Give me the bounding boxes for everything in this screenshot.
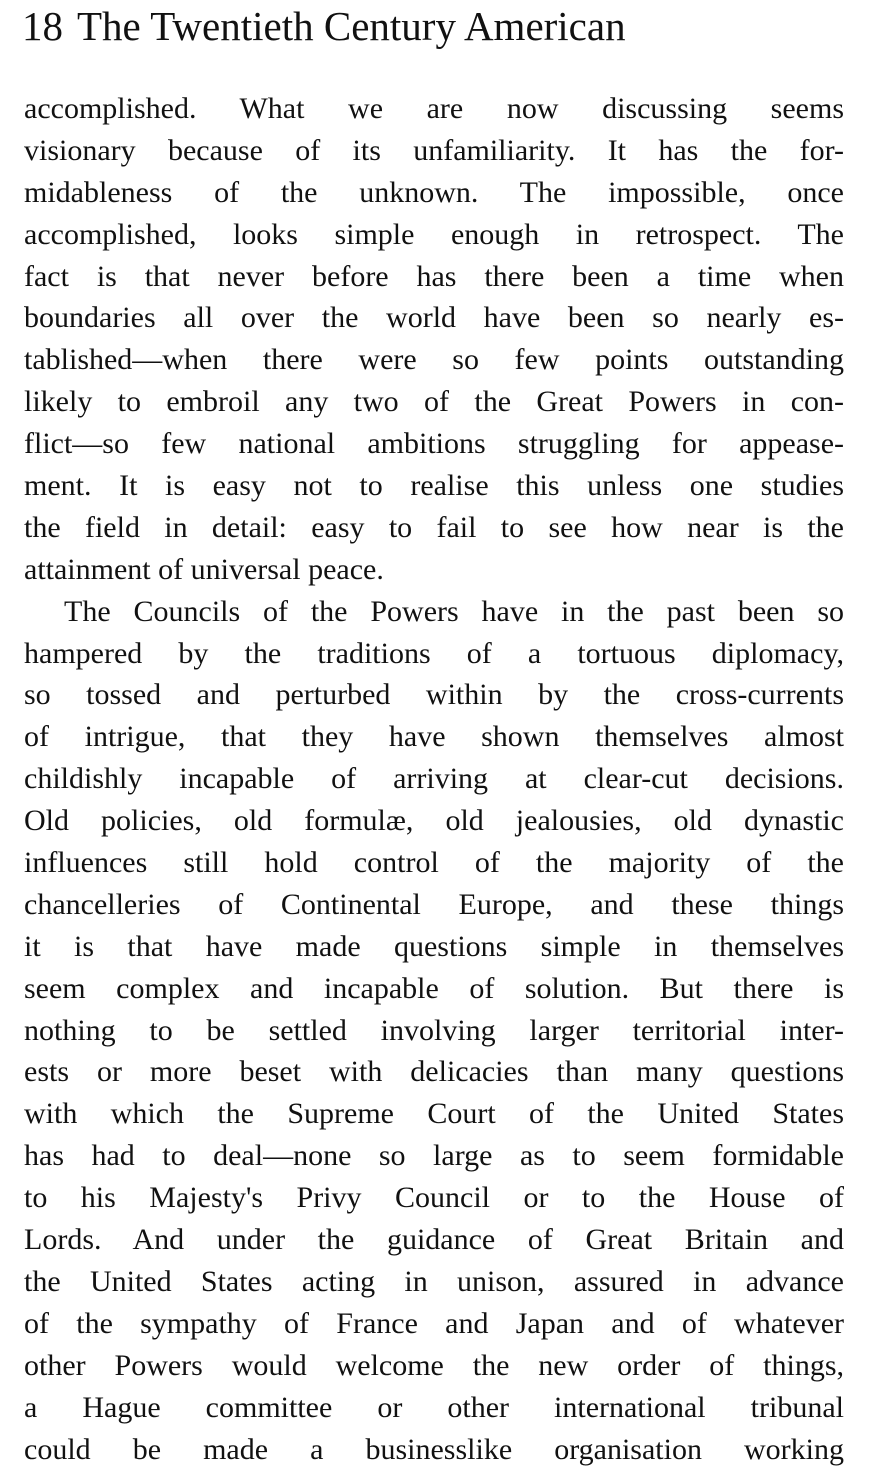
text-line: so tossed and perturbed within by the cross-currents [24,678,844,712]
text-line: could be made a businesslike organisation working [24,1432,844,1466]
text-line: Lords. And under the guidance of Great Britain and [24,1223,844,1257]
text-line: it is that have made questions simple in themselves [24,929,844,963]
body-text [24,88,844,1470]
text-line: of intrigue, that they have shown themselves almost [24,720,844,754]
text-line: ests or more beset with delicacies than many questions [24,1055,844,1089]
text-line: the United States acting in unison, assured in advance [24,1264,844,1298]
text-line: boundaries all over the world have been so nearly es- [24,301,844,335]
text-line: tablished—when there were so few points outstanding [24,343,844,377]
text-line: The Councils of the Powers have in the past been so [64,594,844,628]
text-line: has had to deal—none so large as to seem formidable [24,1139,844,1173]
text-line: midableness of the unknown. The impossible, once [24,175,844,209]
text-line: to his Majesty's Privy Council or to the House of [24,1181,844,1215]
text-line: flict—so few national ambitions struggling for appease- [24,427,844,461]
text-line: likely to embroil any two of the Great Powers in con- [24,385,844,419]
text-line: childishly incapable of arriving at clear-cut decisions. [24,762,844,796]
paragraph-2 [24,591,844,1471]
page-number: 18 [22,3,63,49]
text-line: with which the Supreme Court of the United States [24,1097,844,1131]
text-line: the field in detail: easy to fail to see how near is the [24,510,844,544]
text-line: Old policies, old formulæ, old jealousies, old dynastic [24,804,844,838]
paragraph-1 [24,88,844,591]
text-line: attainment of universal peace. [24,552,384,586]
text-line: visionary because of its unfamiliarity. It has the for- [24,133,844,167]
text-line: accomplished, looks simple enough in retrospect. The [24,217,844,251]
text-line: hampered by the traditions of a tortuous diplomacy, [24,636,844,670]
text-line: other Powers would welcome the new order of things, [24,1348,844,1382]
text-line: of the sympathy of France and Japan and of whatever [24,1306,844,1340]
text-line: influences still hold control of the majority of the [24,846,844,880]
running-head [22,2,852,50]
text-line: nothing to be settled involving larger territorial inter- [24,1013,844,1047]
text-line: accomplished. What we are now discussing seems [24,92,844,125]
text-line: a Hague committee or other international tribunal [24,1390,844,1424]
text-line: ment. It is easy not to realise this unless one studies [24,469,844,503]
text-line: fact is that never before has there been a time when [24,259,844,293]
text-line: chancelleries of Continental Europe, and these things [24,887,844,921]
text-line: seem complex and incapable of solution. But there is [24,971,844,1005]
running-title: The Twentieth Century American [77,3,626,49]
